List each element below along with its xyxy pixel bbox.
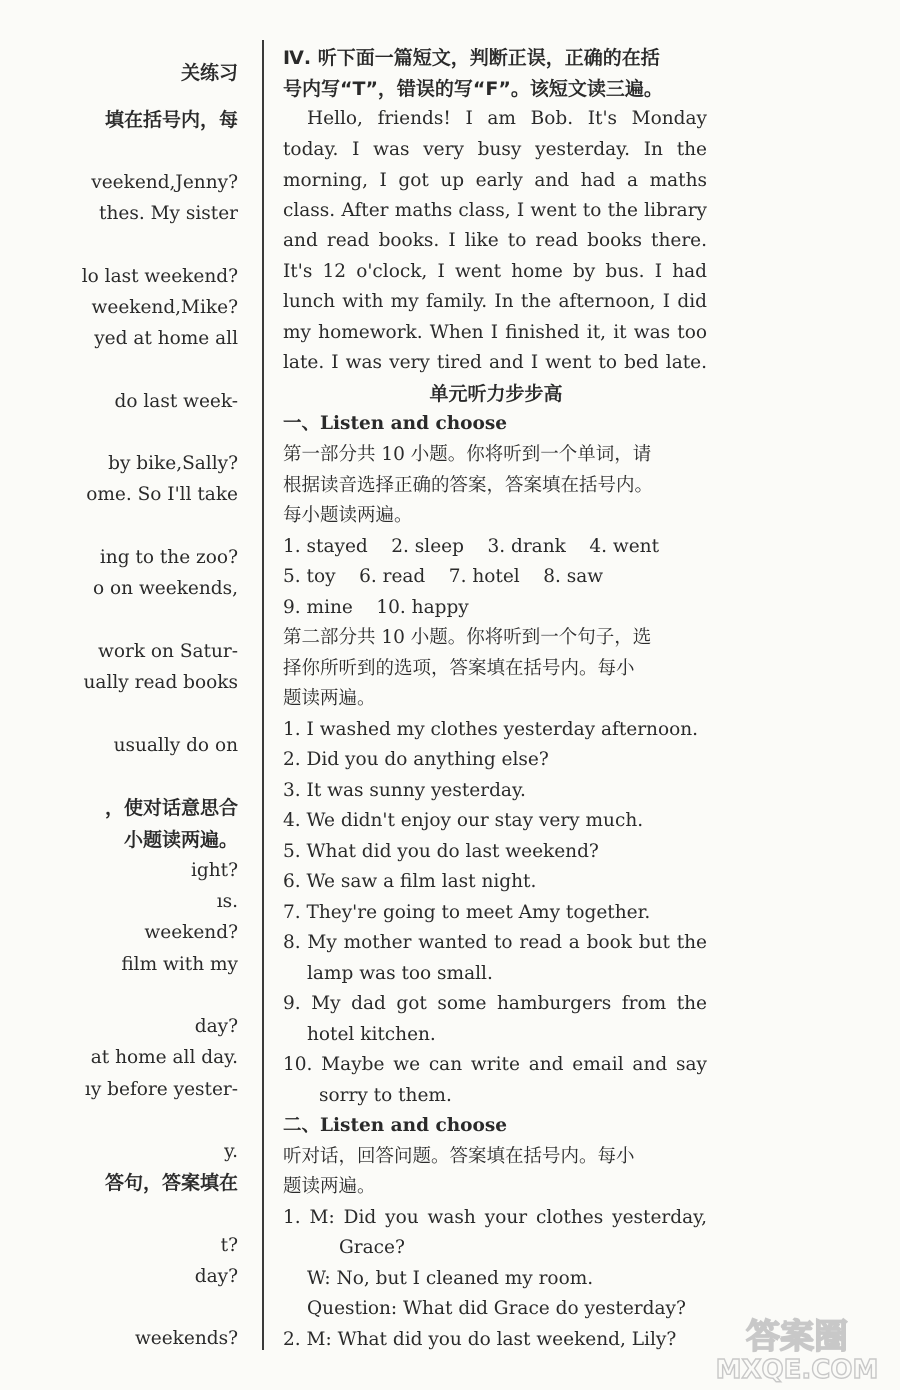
instruction-line: 题读两遍。: [283, 1176, 376, 1197]
sentence-item: 8. My mother wanted to read a book but the: [283, 932, 707, 953]
left-line: 答句，答案填在: [104, 1172, 238, 1194]
unit-title: 单元听力步步高: [429, 383, 563, 405]
sentence-item: 10. Maybe we can write and email and say: [283, 1054, 707, 1075]
left-line: at home all day.: [90, 1047, 238, 1068]
sentence-item: hotel kitchen.: [307, 1024, 436, 1045]
left-line: weekends?: [134, 1328, 238, 1349]
instruction-line: 根据读音选择正确的答案，答案填在括号内。: [283, 475, 654, 496]
instruction-line: 择你所听到的选项，答案填在括号内。每小: [283, 658, 635, 679]
sentence-item: 6. We saw a film last night.: [283, 871, 537, 892]
section4-heading: 号内写“T”，错误的写“F”。该短文读三遍。: [283, 78, 663, 100]
sentence-item: 5. What did you do last weekend?: [283, 841, 599, 862]
passage-line: It's 12 o'clock, I went home by bus. I had: [283, 261, 707, 282]
sentence-item: 9. My dad got some hamburgers from the: [283, 993, 707, 1014]
left-line: thes. My sister: [99, 203, 238, 224]
dialogue-line: Grace?: [339, 1237, 405, 1258]
watermark-text-top: 答案圈: [746, 1317, 848, 1357]
passage-line: class. After maths class, I went to the library: [283, 200, 707, 221]
sentence-item: 3. It was sunny yesterday.: [283, 780, 526, 801]
left-line: day?: [194, 1266, 238, 1287]
left-line: yed at home all: [94, 328, 238, 349]
left-line: weekend,Mike?: [91, 297, 238, 318]
passage-line: my homework. When I finished it, it was too: [283, 322, 707, 343]
passage-line: today. I was very busy yesterday. In the: [283, 139, 707, 160]
watermark-text-bottom: MXQE.COM: [715, 1355, 879, 1384]
right-column: [283, 0, 709, 1390]
watermark-logo: [702, 1312, 892, 1384]
left-line: 填在括号内，每: [104, 109, 238, 131]
left-line: by bike,Sally?: [108, 453, 238, 474]
left-line: 小题读两遍。: [123, 829, 238, 851]
left-line: do last week-: [114, 391, 238, 412]
left-line: weekend?: [144, 922, 238, 943]
left-line: ome. So I'll take: [86, 484, 238, 505]
passage-line: lunch with my family. In the afternoon, I did: [283, 291, 707, 312]
dialogue-line: 2. M: What did you do last weekend, Lily?: [283, 1329, 677, 1350]
sentence-item: sorry to them.: [319, 1085, 452, 1106]
left-line: veekend,Jenny?: [91, 172, 238, 193]
left-line: day?: [194, 1016, 238, 1037]
part2-title: 二、Listen and choose: [283, 1115, 508, 1136]
section4-heading: Ⅳ. 听下面一篇短文，判断正误，正确的在括: [283, 47, 660, 69]
dialogue-line: W: No, but I cleaned my room.: [307, 1268, 594, 1289]
sentence-item: 4. We didn't enjoy our stay very much.: [283, 810, 644, 831]
word-row: 1. stayed 2. sleep 3. drank 4. went: [283, 536, 660, 557]
left-line: ing to the zoo?: [99, 547, 238, 568]
dialogue-line: 1. M: Did you wash your clothes yesterday,: [283, 1207, 707, 1228]
left-line: 关练习: [180, 62, 238, 84]
passage-line: Hello, friends! I am Bob. It's Monday: [307, 108, 707, 129]
instruction-line: 题读两遍。: [283, 688, 376, 709]
left-line: y.: [224, 1141, 238, 1162]
part1-title: 一、Listen and choose: [283, 413, 508, 434]
instruction-line: 第一部分共 10 小题。你将听到一个单词，请: [283, 444, 652, 465]
left-line: ，使对话意思合: [104, 797, 238, 819]
left-line: film with my: [121, 954, 238, 975]
left-line: lo last weekend?: [81, 266, 238, 287]
left-column-cropped: [0, 0, 250, 1390]
instruction-line: 听对话，回答问题。答案填在括号内。每小: [283, 1146, 635, 1167]
sentence-item: 7. They're going to meet Amy together.: [283, 902, 651, 923]
instruction-line: 第二部分共 10 小题。你将听到一个句子，选: [283, 627, 652, 648]
left-line: usually do on: [113, 735, 238, 756]
word-row: 9. mine 10. happy: [283, 597, 469, 618]
passage-line: and read books. I like to read books there.: [283, 230, 707, 251]
passage-line: morning, I got up early and had a maths: [283, 170, 707, 191]
left-line: t?: [220, 1235, 238, 1256]
left-line: work on Satur-: [98, 641, 238, 662]
left-line: ually read books: [83, 672, 238, 693]
left-line: o on weekends,: [93, 578, 238, 599]
sentence-item: 1. I washed my clothes yesterday afternoon.: [283, 719, 699, 740]
word-row: 5. toy 6. read 7. hotel 8. saw: [283, 566, 604, 587]
sentence-item: 2. Did you do anything else?: [283, 749, 549, 770]
left-line: ıy before yester-: [84, 1079, 238, 1100]
column-divider: [262, 40, 264, 1350]
instruction-line: 每小题读两遍。: [283, 505, 413, 526]
left-line: ight?: [190, 860, 238, 881]
dialogue-line: Question: What did Grace do yesterday?: [307, 1298, 686, 1319]
passage-line: late. I was very tired and I went to bed late.: [283, 352, 707, 373]
sentence-item: lamp was too small.: [307, 963, 493, 984]
left-line: ıs.: [216, 891, 238, 912]
